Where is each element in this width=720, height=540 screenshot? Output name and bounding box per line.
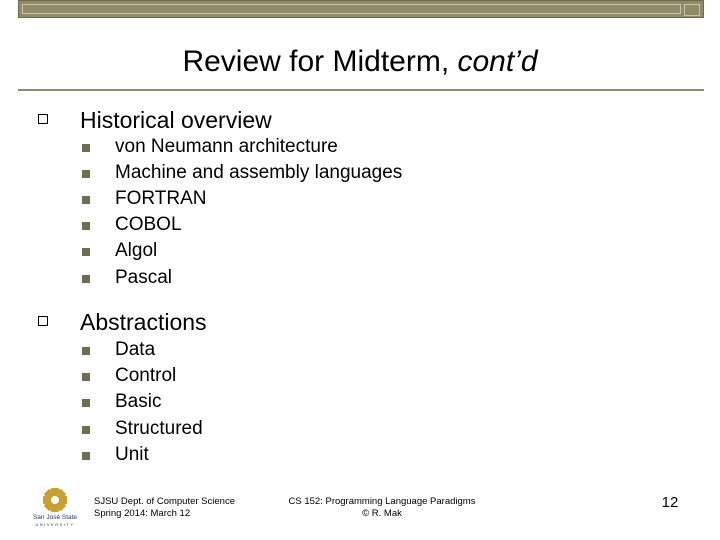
sub-item-label: Data	[115, 339, 156, 360]
title-divider	[18, 89, 704, 91]
sub-item-label: von Neumann architecture	[115, 136, 338, 157]
sub-item-label: Basic	[115, 391, 162, 412]
top-decorative-bar	[18, 0, 704, 18]
sjsu-logo-icon	[30, 486, 80, 528]
page-number: 12	[661, 494, 679, 511]
slide-title	[0, 42, 720, 82]
square-bullet-icon	[82, 426, 90, 434]
square-bullet-icon	[82, 222, 90, 230]
top-bar-inner-frame	[22, 4, 681, 14]
sub-item-label: Unit	[115, 444, 149, 465]
top-bar-corner-box	[684, 4, 700, 16]
footer-course: CS 152: Programming Language Paradigms	[288, 496, 476, 507]
sub-item-label: Algol	[115, 240, 158, 261]
square-bullet-icon	[82, 347, 90, 355]
sub-item-label: COBOL	[115, 214, 182, 235]
sub-item-label: Control	[115, 365, 177, 386]
footer-copyright: © R. Mak	[362, 508, 402, 519]
sub-item-label: Machine and assembly languages	[115, 162, 403, 183]
footer-left	[94, 496, 235, 520]
square-bullet-icon	[82, 170, 90, 178]
logo-line2: UNIVERSITY	[35, 522, 75, 527]
square-bullet-icon	[82, 373, 90, 381]
sub-item-label: FORTRAN	[115, 188, 207, 209]
footer-dept: SJSU Dept. of Computer Science	[94, 496, 235, 507]
hollow-square-bullet-icon	[38, 114, 48, 124]
logo-line1: San José State	[32, 514, 78, 521]
hollow-square-bullet-icon	[38, 316, 48, 326]
square-bullet-icon	[82, 452, 90, 460]
footer-date: Spring 2014: March 12	[94, 508, 191, 519]
section-label: Abstractions	[80, 309, 207, 335]
section-label: Historical overview	[80, 107, 272, 133]
slide-title-italic: cont’d	[457, 45, 538, 78]
square-bullet-icon	[82, 399, 90, 407]
footer-center	[272, 496, 492, 520]
square-bullet-icon	[82, 248, 90, 256]
square-bullet-icon	[82, 275, 90, 283]
slide-title-main: Review for Midterm,	[182, 45, 458, 78]
sub-item-label: Pascal	[115, 267, 173, 288]
square-bullet-icon	[82, 144, 90, 152]
sub-item-label: Structured	[115, 418, 203, 439]
square-bullet-icon	[82, 196, 90, 204]
